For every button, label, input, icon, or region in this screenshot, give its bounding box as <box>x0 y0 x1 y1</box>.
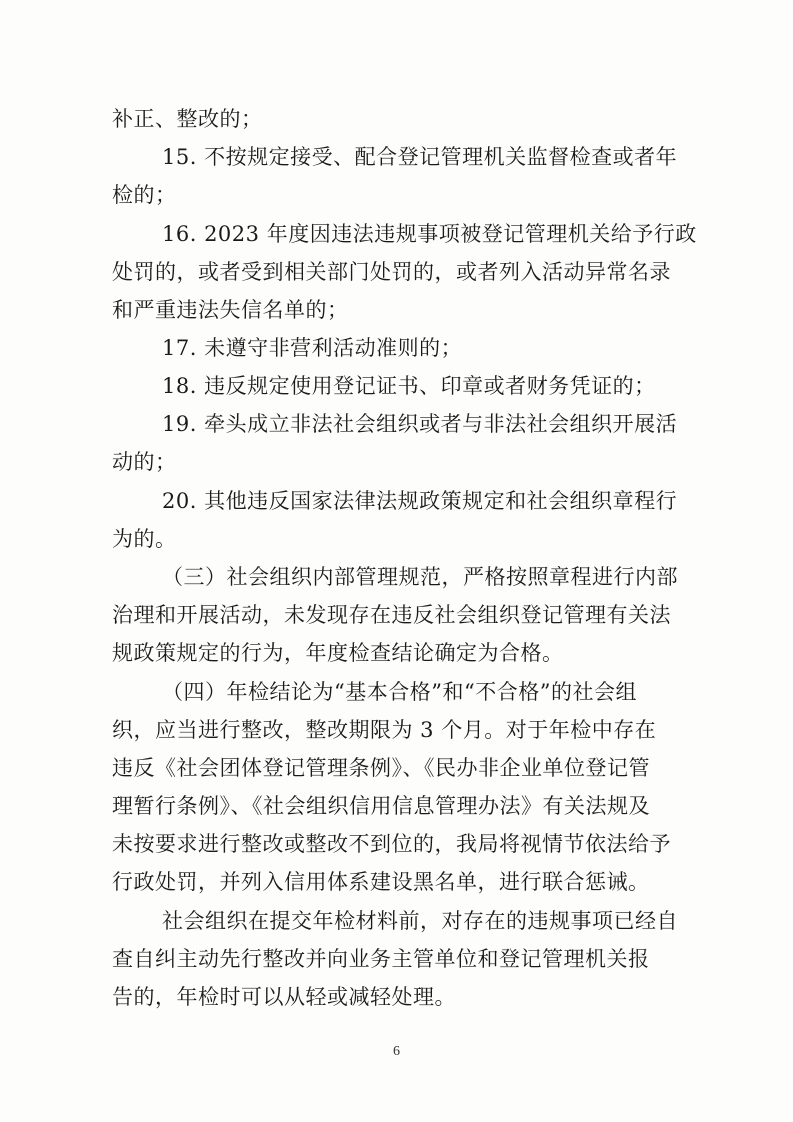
text-line: 理暂行条例》、《社会组织信用信息管理办法》有关法规及 <box>112 794 650 818</box>
text-line: 15. 不按规定接受、配合登记管理机关监督检查或者年 <box>162 145 678 169</box>
text-line: 补正、整改的； <box>112 107 263 131</box>
text-line: 处罚的，或者受到相关部门处罚的，或者列入活动异常名录 <box>112 260 671 284</box>
text-line: （三）社会组织内部管理规范，严格按照章程进行内部 <box>162 565 678 589</box>
text-line: 查自纠主动先行整改并向业务主管单位和登记管理机关报 <box>112 947 650 971</box>
text-line: 20. 其他违反国家法律法规政策规定和社会组织章程行 <box>162 489 678 513</box>
page-number: 6 <box>393 1044 400 1059</box>
text-line: 19. 牵头成立非法社会组织或者与非法社会组织开展活 <box>162 412 678 436</box>
text-line: （四）年检结论为“基本合格”和“不合格”的社会组 <box>162 680 637 704</box>
text-line: 行政处罚，并列入信用体系建设黑名单，进行联合惩诫。 <box>112 870 650 894</box>
text-line: 17. 未遵守非营利活动准则的； <box>162 336 463 360</box>
text-line: 动的； <box>112 450 177 474</box>
text-line: 违反《社会团体登记管理条例》、《民办非企业单位登记管 <box>112 756 650 780</box>
text-line: 16. 2023 年度因违法违规事项被登记管理机关给予行政 <box>162 222 697 246</box>
text-line: 规政策规定的行为，年度检查结论确定为合格。 <box>112 641 564 665</box>
text-line: 未按要求进行整改或整改不到位的，我局将视情节依法给予 <box>112 832 671 856</box>
text-line: 18. 违反规定使用登记证书、印章或者财务凭证的； <box>162 374 656 398</box>
text-line: 社会组织在提交年检材料前，对存在的违规事项已经自 <box>162 909 678 933</box>
text-line: 告的，年检时可以从轻或减轻处理。 <box>112 985 456 1009</box>
text-line: 治理和开展活动，未发现存在违反社会组织登记管理有关法 <box>112 603 671 627</box>
text-line: 检的； <box>112 183 177 207</box>
text-line: 和严重违法失信名单的； <box>112 298 349 322</box>
text-line: 织，应当进行整改，整改期限为 3 个月。对于年检中存在 <box>112 718 657 742</box>
text-line: 为的。 <box>112 527 177 551</box>
